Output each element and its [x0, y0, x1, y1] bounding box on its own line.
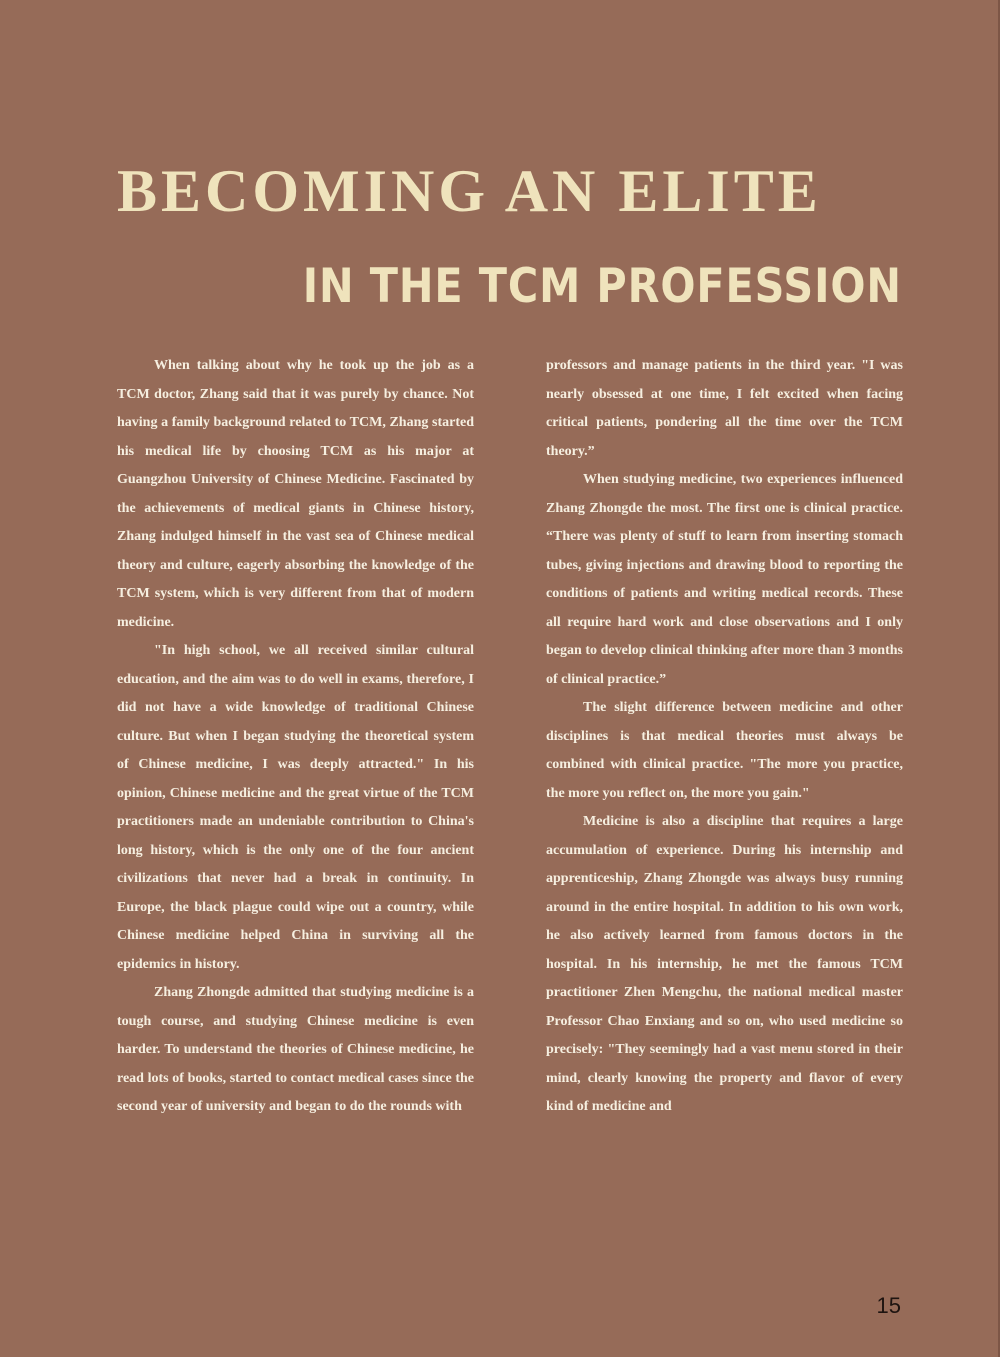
- paragraph: When talking about why he took up the job as a TCM doctor, Zhang said that it was purely by chance. Not having a family background related to TCM, Zhang started his medical life by choosing TCM as his major at Guangzhou University of Chinese Medicine. Fascinated by the achievements of medical giants in Chinese history, Zhang indulged himself in the vast sea of Chinese medical theory and culture, eagerly absorbing the knowledge of the TCM system, which is very different from that of modern medicine.: [117, 358, 474, 630]
- paragraph: "In high school, we all received similar cultural education, and the aim was to do well in exams, therefore, I did not have a wide knowledge of traditional Chinese culture. But when I began studying the theoretical system of Chinese medicine, I was deeply attracted." In his opinion, Chinese medicine and the great virtue of the TCM practitioners made an undeniable contribution to China's long history, which is the only one of the four ancient civilizations that never had a break in continuity. In Europe, the black plague could wipe out a country, while Chinese medicine helped China in surviving all the epidemics in history.: [117, 643, 474, 972]
- paragraph: Zhang Zhongde admitted that studying medicine is a tough course, and studying Chinese medicine is even harder. To understand the theories of Chinese medicine, he read lots of books, started to contact medical cases since the second year of university and began to do the rounds with: [117, 985, 474, 1114]
- page-number: 15: [876, 1293, 901, 1318]
- paragraph: Medicine is also a discipline that requires a large accumulation of experience. During his internship and apprenticeship, Zhang Zhongde was always busy running around in the entire hospital. In addition to his own work, he also actively learned from famous doctors in the hospital. In his internship, he met the famous TCM practitioner Zhen Mengchu, the national medical master Professor Chao Enxiang and so on, who used medicine so precisely: "They seemingly had a vast menu stored in their mind, clearly knowing the property and flavor of every kind of medicine and: [546, 814, 903, 1114]
- article-title: BECOMING AN ELITE: [117, 158, 822, 224]
- paragraph: professors and manage patients in the third year. "I was nearly obsessed at one time, I felt excited when facing critical patients, pondering all the time over the TCM theory.”: [546, 358, 903, 459]
- left-text-column: [117, 352, 474, 1122]
- paragraph: The slight difference between medicine and other disciplines is that medical theories must always be combined with clinical practice. "The more you practice, the more you reflect on, the more you gain.": [546, 700, 903, 801]
- paragraph: When studying medicine, two experiences influenced Zhang Zhongde the most. The first one is clinical practice. “There was plenty of stuff to learn from inserting stomach tubes, giving injections and drawing blood to reporting the conditions of patients and writing medical records. These all require hard work and close observations and I only began to develop clinical thinking after more than 3 months of clinical practice.”: [546, 472, 903, 687]
- article-subtitle: IN THE TCM PROFESSION: [302, 259, 902, 314]
- right-text-column: [546, 352, 903, 1122]
